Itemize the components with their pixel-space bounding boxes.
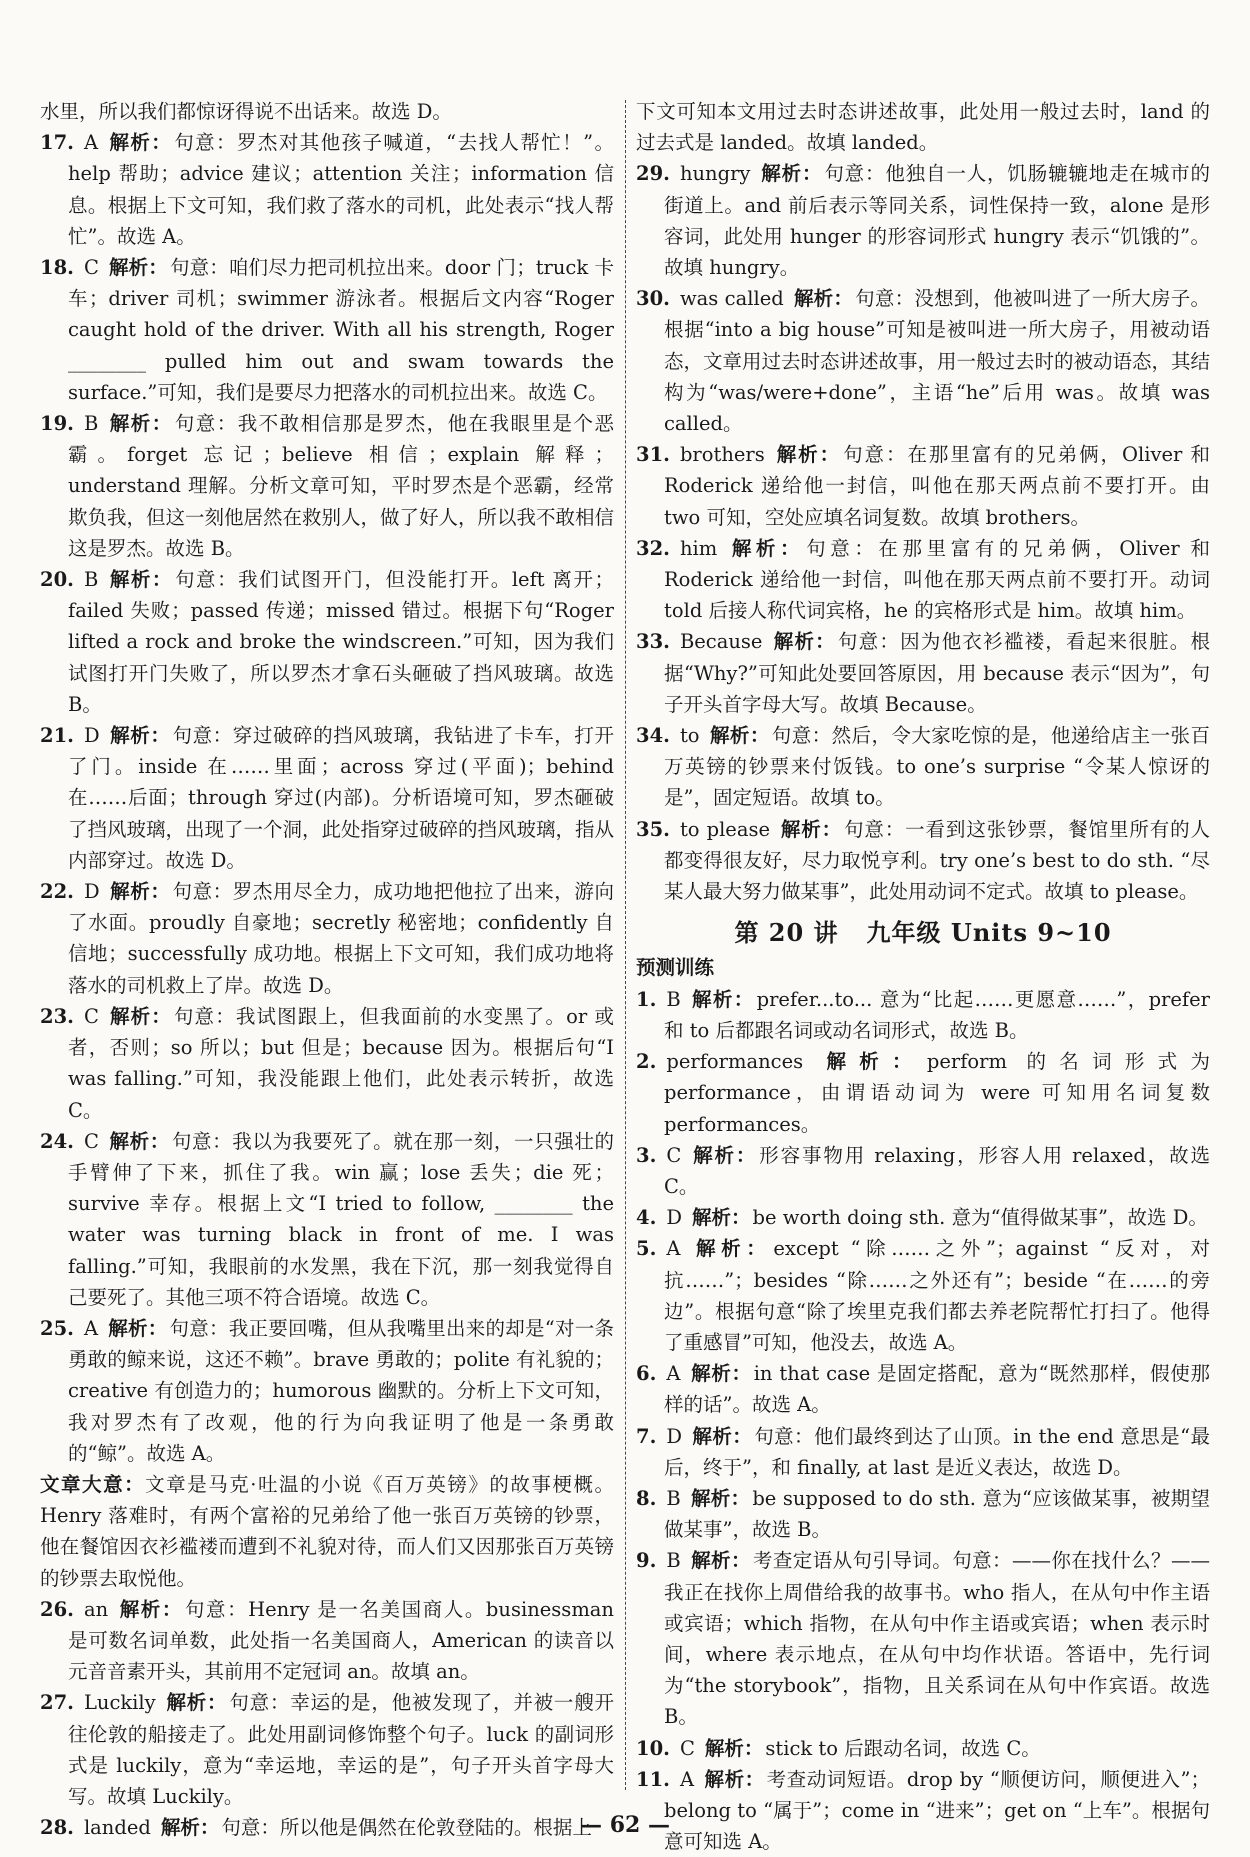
item-text: 句意：我以为我要死了。就在那一刻，一只强壮的手臂伸了下来，抓住了我。win 赢；lose 丢失；die 死；survive 幸存。根据上文“I tried to follow, ________ the water was turning black in front of me. I was falling.”可知，我眼前的水发黑，我在下沉，那一刻我觉得自己要死了。其他三项不符合语境。故选 C。 [68,1129,614,1309]
item-text: be worth doing sth. 意为“值得做某事”，故选 D。 [752,1206,1208,1230]
section-title [636,917,1210,948]
analysis-label: 解析： [692,1206,751,1230]
analysis-label: 解析： [108,131,173,155]
answer-item [636,533,1210,627]
analysis-label: 解析： [108,1316,168,1340]
analysis-label: 解析： [691,1143,758,1167]
item-text: 句意：幸运的是，他被发现了，并被一艘开往伦敦的船接走了。此处用副词修饰整个句子。luck 的副词形式是 luckily，意为“幸运地，幸运的是”，句子开头首字母大写。故填 Luckily。 [68,1691,614,1808]
continued-text [636,96,1210,158]
item-answer: Because [679,630,763,654]
item-text: 句意：罗杰用尽全力，成功地把他拉了出来，游向了水面。proudly 自豪地；secretly 秘密地；confidently 自信地；successfully 成功地。根据上下文可知，我们成功地将落水的司机救上了岸。故选 D。 [68,880,614,997]
item-number: 11. [636,1767,670,1791]
analysis-label: 解析： [690,987,755,1011]
item-answer: Luckily [83,1691,156,1715]
item-number: 26. [40,1597,74,1621]
item-number: 33. [636,630,670,654]
item-answer: A [83,131,99,155]
item-answer: landed [83,1816,151,1840]
analysis-label: 解析： [760,162,823,186]
analysis-label: 解析： [109,880,171,904]
item-answer: D [83,880,100,904]
item-number: 32. [636,536,670,560]
answer-item [636,1545,1210,1732]
item-number: 20. [40,568,74,592]
item-number: 3. [636,1143,657,1167]
answer-item [636,720,1210,814]
item-answer: an [83,1597,109,1621]
section-lecture: 第 20 讲 [734,918,839,948]
answer-item [636,626,1210,720]
answer-item [40,876,614,1001]
item-number: 5. [636,1237,657,1261]
answer-item [636,1483,1210,1545]
item-answer: B [666,987,681,1011]
item-number: 4. [636,1206,657,1230]
summary-text: 文章是马克·吐温的小说《百万英镑》的故事梗概。Henry 落难时，有两个富裕的兄弟给了他一张百万英镑的钞票，他在餐馆因衣衫褴褛而遭到不礼貌对待，而人们又因那张百万英镑的钞票去取悦他。 [40,1472,614,1590]
item-number: 7. [636,1424,657,1448]
item-number: 6. [636,1362,657,1386]
article-summary [40,1469,614,1594]
item-answer: A [666,1237,681,1261]
item-number: 28. [40,1816,74,1840]
answer-item [636,283,1210,439]
analysis-label: 解析： [109,724,171,748]
item-answer: C [83,1004,99,1028]
item-answer: C [83,1129,99,1153]
answer-item [40,127,614,252]
item-text: 句意：他们最终到达了山顶。in the end 意思是“最后，终于”，和 finally, at last 是近义表达，故选 D。 [664,1424,1210,1479]
item-text: 考查定语从句引导词。句意：——你在找什么？——我正在找你上周借给我的故事书。who 指人，在从句中作主语或宾语；which 指物，在从句中作主语或宾语；when 表示时间，where 表示地点，在从句中均作状语。答语中，先行词为“the storybook”，指物，且关系词在从句中作宾语。故选 B。 [664,1549,1210,1729]
item-answer: to please [679,817,771,841]
answer-item [636,1358,1210,1420]
answer-item [40,1001,614,1126]
item-text: 句意：在那里富有的兄弟俩，Oliver 和 Roderick 递给他一封信，叫他在那天两点前不要打开。由 two 可知，空处应填名词复数。故填 brothers。 [664,443,1210,529]
item-number: 21. [40,724,74,748]
item-answer: was called [679,287,784,311]
analysis-label: 解析： [727,536,805,560]
item-text: 句意：罗杰对其他孩子喊道，“去找人帮忙！”。help 帮助；advice 建议；attention 关注；information 信息。根据上下文可知，我们救了落水的司机，此处表示“找人帮忙”。故选 A。 [68,131,614,248]
item-text: 句意：我正要回嘴，但从我嘴里出来的却是“对一条勇敢的鲸来说，这还不赖”。brave 勇敢的；polite 有礼貌的；creative 有创造力的；humorous 幽默的。分析上下文可知，我对罗杰有了改观，他的行为向我证明了他是一条勇敢的“鲸”。故选 A。 [68,1316,614,1465]
item-answer: B [83,412,99,436]
item-text: 考查动词短语。drop by “顺便访问，顺便进入”；belong to “属于”；come in “进来”；get on “上车”。根据句意可知选 A。 [664,1767,1210,1854]
item-number: 31. [636,443,670,467]
item-number: 24. [40,1129,74,1153]
item-number: 34. [636,724,670,748]
item-text: be supposed to do sth. 意为“应该做某事，被期望做某事”，故选 B。 [664,1486,1210,1542]
item-number: 8. [636,1486,657,1510]
right-column [636,96,1211,1854]
item-number: 23. [40,1004,74,1028]
item-answer: D [83,724,100,748]
analysis-label: 解析： [690,1237,772,1261]
answer-item [636,1421,1210,1483]
analysis-label: 解析： [108,1129,170,1153]
analysis-label: 解析： [108,412,173,436]
analysis-label: 解析： [709,724,770,748]
item-answer: hungry [679,162,751,186]
item-text: 句意：然后，令大家吃惊的是，他递给店主一张百万英镑的钞票来付饭钱。to one’s surprise “令某人惊讶的是”，固定短语。故填 to。 [664,724,1210,810]
summary-label: 文章大意： [40,1472,146,1496]
answer-item [636,158,1210,283]
answer-item [40,1313,614,1469]
analysis-label: 解析： [118,1597,183,1621]
item-number: 25. [40,1316,74,1340]
item-text: 句意：我们试图开门，但没能打开。left 离开；failed 失败；passed 传递；missed 错过。根据下句“Roger lifted a rock and broke the windscreen.”可知，因为我们试图打开门失败了，所以罗杰才拿石头砸破了挡风玻璃。故选 B。 [68,568,614,716]
analysis-label: 解析： [160,1816,220,1840]
item-number: 18. [40,256,74,280]
analysis-label: 解析： [704,1767,765,1791]
answer-item [40,720,614,876]
item-number: 1. [636,987,657,1011]
answer-item [40,408,614,564]
item-answer: brothers [679,443,765,467]
item-answer: B [83,568,99,592]
continued-text [40,96,614,127]
item-number: 19. [40,412,74,436]
item-answer: A [83,1316,99,1340]
answer-item [636,1140,1210,1202]
item-text: 形容事物用 relaxing，形容人用 relaxed，故选 C。 [664,1143,1210,1198]
page-number: — 62 — [580,1812,670,1838]
item-answer: to [679,724,700,748]
item-text: stick to 后跟动名词，故选 C。 [765,1736,1041,1760]
item-number: 30. [636,287,670,311]
answer-item [636,1733,1210,1764]
item-number: 27. [40,1691,74,1715]
left-column [40,96,615,1840]
item-text: 句意：咱们尽力把司机拉出来。door 门；truck 卡车；driver 司机；swimmer 游泳者。根据后文内容“Roger caught hold of the driver. With all his strength, Roger ________ pulled him out and swam towards the surface.”可知，我们是要尽力把落水的司机拉出来。故选 C。 [68,256,614,404]
item-text: 句意：在那里富有的兄弟俩，Oliver 和 Roderick 递给他一封信，叫他在那天两点前不要打开。动词 told 后接人称代词宾格，he 的宾格形式是 him。故填 him。 [664,536,1210,623]
analysis-label: 解析： [704,1736,764,1760]
answer-item [636,1046,1210,1140]
analysis-label: 解析： [165,1691,228,1715]
answer-item [636,439,1210,533]
answer-item [40,1687,614,1812]
item-number: 29. [636,162,670,186]
answer-item [40,252,614,408]
item-text: 句意：我不敢相信那是罗杰，他在我眼里是个恶霸。forget 忘记；believe 相信；explain 解释；understand 理解。分析文章可知，平时罗杰是个恶霸，经常欺负我，但这一刻他居然在救别人，做了好人，所以我不敢相信这是罗杰。故选 B。 [68,412,615,560]
item-text: 下文可知本文用过去时态讲述故事，此处用一般过去时，land 的过去式是 landed。故填 landed。 [636,100,1210,155]
item-text: prefer...to... 意为“比起……更愿意……”，prefer 和 to 后都跟名词或动名词形式，故选 B。 [664,987,1210,1042]
item-number: 2. [636,1050,657,1074]
item-text: 句意：因为他衣衫褴褛，看起来很脏。根据“Why?”可知此处要回答原因，用 because 表示“因为”，句子开头首字母大写。故填 Because。 [664,630,1210,716]
analysis-label: 解析： [793,287,854,311]
item-answer: D [666,1424,682,1448]
analysis-label: 解析： [813,1050,925,1074]
item-text: 句意：他独自一人，饥肠辘辘地走在城市的街道上。and 前后表示等同关系，词性保持一致，alone 是形容词，此处用 hunger 的形容词形式 hungry 表示“饥饿的”。故填 hungry。 [664,162,1210,280]
item-text: 句意：没想到，他被叫进了一所大房子。根据“into a big house”可知是被叫进一所大房子，用被动语态，文章用过去时态讲述故事，用一般过去时的被动语态，其结构为“was/were+done”，主语“he”后用 was。故填 was called。 [664,287,1211,436]
answer-item [636,984,1210,1046]
item-answer: him [679,536,718,560]
analysis-label: 解析： [108,568,173,592]
item-answer: A [679,1767,695,1791]
item-text: 句意：一看到这张钞票，餐馆里所有的人都变得很友好，尽力取悦亨利。try one’s best to do sth. “尽某人最大努力做某事”，此处用动词不定式。故填 to please。 [664,817,1210,904]
item-text: 句意：穿过破碎的挡风玻璃，我钻进了卡车，打开了门。inside 在……里面；across 穿过(平面)；behind 在……后面；through 穿过(内部)。分析语境可知，罗杰砸破了挡风玻璃，出现了一个洞，此处指穿过破碎的挡风玻璃，指从内部穿过。故选 D。 [68,724,615,872]
item-text: 句意：我试图跟上，但我面前的水变黑了。or 或者，否则；so 所以；but 但是；because 因为。根据后句“I was falling.”可知，我没能跟上他们，此处表示转折，故选 C。 [68,1004,614,1122]
answer-item [636,1233,1210,1358]
analysis-label: 解析： [108,256,168,280]
analysis-label: 解析： [772,630,836,654]
analysis-label: 解析： [774,443,842,467]
analysis-label: 解析： [692,1424,753,1448]
item-number: 10. [636,1736,670,1760]
item-answer: B [666,1549,681,1573]
answer-item [40,1594,614,1688]
section-units: 九年级 Units 9~10 [866,918,1112,948]
item-text: in that case 是固定搭配，意为“既然那样，假使那样的话”。故选 A。 [664,1362,1210,1417]
analysis-label: 解析： [108,1004,172,1028]
item-answer: C [83,256,99,280]
item-answer: D [666,1206,682,1230]
item-text: perform 的名词形式为 performance，由谓语动词为 were 可知用名词复数 performances。 [664,1050,1210,1136]
item-number: 9. [636,1549,657,1573]
item-text: 句意：所以他是偶然在伦敦登陆的。根据上 [221,1816,592,1840]
answer-item [40,564,614,720]
item-text: 句意：Henry 是一名美国商人。businessman 是可数名词单数，此处指一名美国商人，American 的读音以元音音素开头，其前用不定冠词 an。故填 an。 [68,1597,614,1684]
column-divider [625,100,626,1790]
item-answer: B [666,1486,681,1510]
analysis-label: 解析： [690,1486,751,1510]
item-answer: C [666,1143,682,1167]
item-number: 22. [40,880,74,904]
answer-item [40,1126,614,1313]
analysis-label: 解析： [690,1549,751,1573]
item-text: except “除……之外”；against “反对，对抗……”；besides “除……之外还有”；beside “在……的旁边”。根据句意“除了埃里克我们都去养老院帮忙打扫了。他得了重感冒”可知，他没去，故选 A。 [664,1237,1210,1354]
sub-title: 预测训练 [636,956,715,980]
analysis-label: 解析： [780,817,843,841]
analysis-label: 解析： [690,1362,752,1386]
item-text: 水里，所以我们都惊讶得说不出话来。故选 D。 [40,100,452,123]
item-answer: C [679,1736,695,1760]
item-answer: performances [666,1050,804,1074]
answer-item [636,1202,1210,1233]
item-number: 35. [636,817,670,841]
item-answer: A [666,1362,681,1386]
item-number: 17. [40,131,74,155]
answer-item [636,814,1210,908]
answer-item [636,1764,1210,1857]
